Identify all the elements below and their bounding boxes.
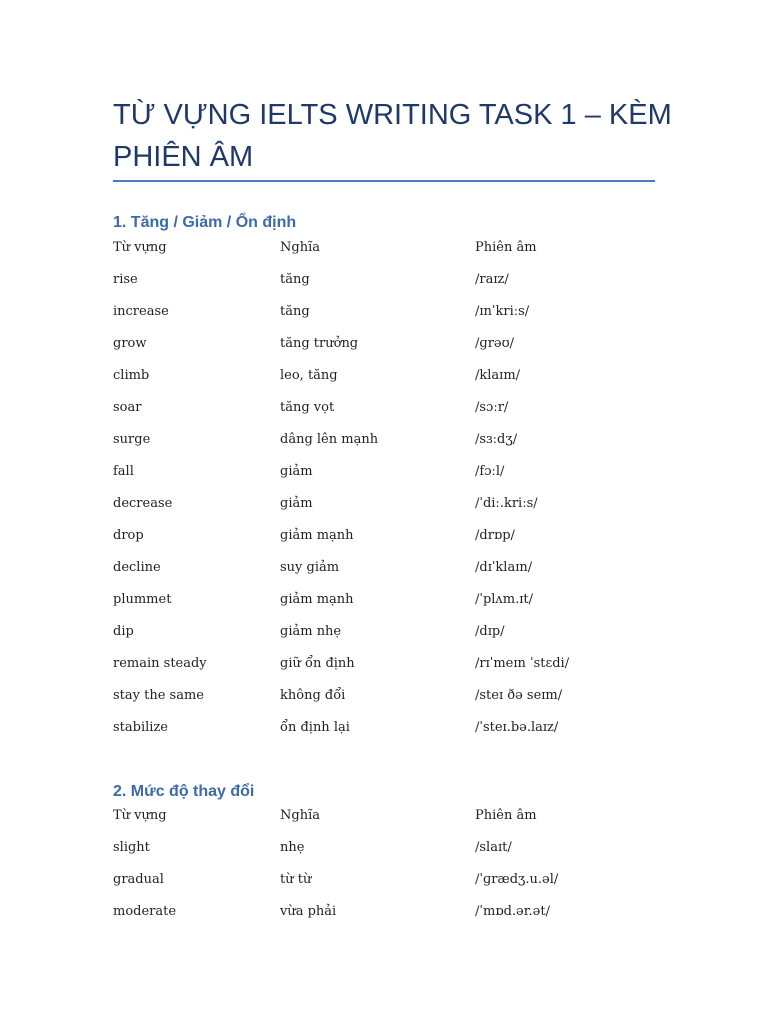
- meaning-cell: giảm: [280, 464, 313, 479]
- pronunciation-cell: /fɔːl/: [475, 464, 505, 479]
- table-row: [113, 904, 673, 936]
- meaning-cell: từ từ: [280, 872, 312, 887]
- word-cell: decrease: [113, 496, 173, 511]
- vocab-table-increase-decrease: [113, 240, 673, 752]
- word-cell: increase: [113, 304, 169, 319]
- table-row: [113, 304, 673, 336]
- word-cell: fall: [113, 464, 134, 479]
- meaning-cell: leo, tăng: [280, 368, 338, 383]
- word-cell: gradual: [113, 872, 164, 887]
- word-cell: stabilize: [113, 720, 168, 735]
- table-row: [113, 496, 673, 528]
- section-heading-increase-decrease: 1. Tăng / Giảm / Ổn định: [113, 214, 297, 231]
- meaning-cell: tăng: [280, 272, 310, 287]
- column-header-word: Từ vựng: [113, 808, 167, 823]
- table-row: [113, 336, 673, 368]
- pronunciation-cell: /slaɪt/: [475, 840, 512, 855]
- table-row: [113, 624, 673, 656]
- meaning-cell: tăng trưởng: [280, 336, 359, 351]
- word-cell: slight: [113, 840, 150, 855]
- column-header-meaning: Nghĩa: [280, 240, 320, 255]
- table-row: [113, 368, 673, 400]
- meaning-cell: giảm: [280, 496, 313, 511]
- pronunciation-cell: /dɪˈklaɪn/: [475, 560, 533, 575]
- word-cell: drop: [113, 528, 144, 543]
- word-cell: dip: [113, 624, 134, 639]
- pronunciation-cell: /ˈplʌm.ɪt/: [475, 592, 533, 607]
- column-header-meaning: Nghĩa: [280, 808, 320, 823]
- table-row: [113, 872, 673, 904]
- pronunciation-cell: /sɜːdʒ/: [475, 432, 518, 447]
- meaning-cell: không đổi: [280, 688, 346, 703]
- document-title: [113, 94, 673, 178]
- table-header-row: [113, 808, 673, 840]
- pronunciation-cell: /ˈɡrædʒ.u.əl/: [475, 872, 559, 887]
- meaning-cell: tăng vọt: [280, 400, 335, 415]
- word-cell: rise: [113, 272, 138, 287]
- word-cell: grow: [113, 336, 147, 351]
- meaning-cell: giữ ổn định: [280, 656, 355, 671]
- word-cell: stay the same: [113, 688, 204, 703]
- table-row: [113, 720, 673, 752]
- table-row: [113, 688, 673, 720]
- meaning-cell: giảm nhẹ: [280, 624, 342, 639]
- pronunciation-cell: /rɪˈmeɪn ˈstɛdi/: [475, 656, 570, 671]
- pronunciation-cell: /klaɪm/: [475, 368, 521, 383]
- column-header-word: Từ vựng: [113, 240, 167, 255]
- meaning-cell: ổn định lại: [280, 720, 350, 735]
- table-row: [113, 656, 673, 688]
- title-line-1: TỪ VỰNG IELTS WRITING TASK 1 – KÈM: [113, 99, 672, 131]
- table-row: [113, 400, 673, 432]
- word-cell: moderate: [113, 904, 177, 919]
- table-row: [113, 272, 673, 304]
- meaning-cell: giảm mạnh: [280, 592, 354, 607]
- pronunciation-cell: /dɪp/: [475, 624, 505, 639]
- meaning-cell: suy giảm: [280, 560, 340, 575]
- word-cell: plummet: [113, 592, 172, 607]
- pronunciation-cell: /ˈmɒd.ər.ət/: [475, 904, 550, 919]
- table-row: [113, 840, 673, 872]
- vocab-table-degree-of-change: [113, 808, 673, 936]
- table-row: [113, 432, 673, 464]
- meaning-cell: vừa phải: [280, 904, 337, 919]
- meaning-cell: tăng: [280, 304, 310, 319]
- pronunciation-cell: /ˈsteɪ.bə.laɪz/: [475, 720, 559, 735]
- table-header-row: [113, 240, 673, 272]
- pronunciation-cell: /ɪnˈkriːs/: [475, 304, 530, 319]
- column-header-pronunciation: Phiên âm: [475, 808, 537, 823]
- pronunciation-cell: /steɪ ðə seɪm/: [475, 688, 563, 703]
- meaning-cell: dâng lên mạnh: [280, 432, 379, 447]
- pronunciation-cell: /ɡrəʊ/: [475, 336, 515, 351]
- word-cell: climb: [113, 368, 150, 383]
- pronunciation-cell: /raɪz/: [475, 272, 509, 287]
- table-row: [113, 464, 673, 496]
- word-cell: remain steady: [113, 656, 207, 671]
- section-heading-degree-of-change: 2. Mức độ thay đổi: [113, 783, 255, 800]
- word-cell: decline: [113, 560, 161, 575]
- pronunciation-cell: /drɒp/: [475, 528, 515, 543]
- table-row: [113, 592, 673, 624]
- table-row: [113, 528, 673, 560]
- pronunciation-cell: /ˈdiː.kriːs/: [475, 496, 538, 511]
- meaning-cell: nhẹ: [280, 840, 305, 855]
- column-header-pronunciation: Phiên âm: [475, 240, 537, 255]
- table-row: [113, 560, 673, 592]
- pronunciation-cell: /sɔːr/: [475, 400, 509, 415]
- word-cell: surge: [113, 432, 151, 447]
- meaning-cell: giảm mạnh: [280, 528, 354, 543]
- title-divider: [113, 180, 655, 182]
- word-cell: soar: [113, 400, 142, 415]
- title-line-2: PHIÊN ÂM: [113, 141, 254, 173]
